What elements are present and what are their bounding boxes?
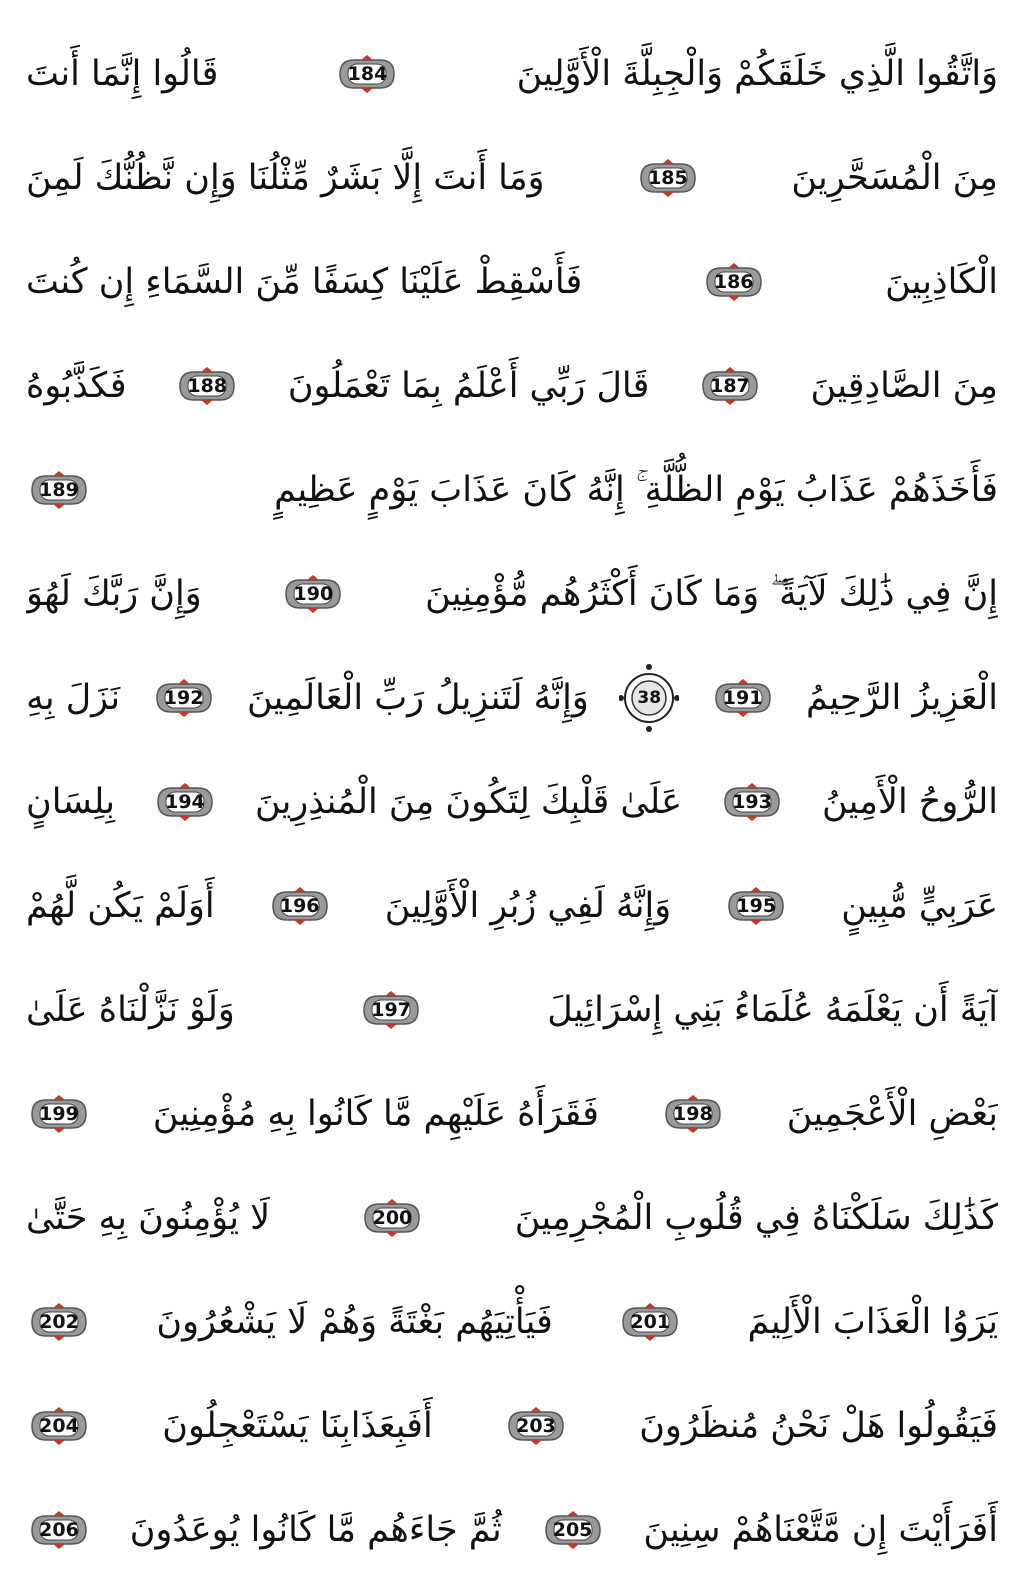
ayah-number-marker <box>358 990 424 1030</box>
text-line <box>26 230 998 334</box>
verse-text: الرُّوحُ الْأَمِينُ <box>822 782 998 822</box>
text-line <box>26 126 998 230</box>
ayah-number: 186 <box>713 271 754 293</box>
verse-text: فَقَرَأَهُ عَلَيْهِم مَّا كَانُوا بِهِ مُؤْمِنِينَ <box>152 1094 599 1134</box>
ayah-number: 193 <box>732 791 772 813</box>
ayah-number-marker <box>280 574 346 614</box>
verse-text: ثُمَّ جَاءَهُم مَّا كَانُوا يُوعَدُونَ <box>129 1510 502 1550</box>
verse-text: قَالَ رَبِّي أَعْلَمُ بِمَا تَعْمَلُونَ <box>287 366 650 406</box>
ayah-number: 197 <box>371 999 411 1021</box>
ayah-number-marker <box>697 366 763 406</box>
ayah-number-marker <box>152 782 218 822</box>
verse-text: آيَةً أَن يَعْلَمَهُ عُلَمَاءُ بَنِي إِسْرَائِيلَ <box>547 990 998 1030</box>
verse-text: فَيَقُولُوا هَلْ نَحْنُ مُنظَرُونَ <box>639 1406 998 1446</box>
text-line <box>26 22 998 126</box>
ayah-number: 196 <box>279 895 320 917</box>
ayah-number-marker <box>267 886 333 926</box>
verse-text: وَإِنَّ رَبَّكَ لَهُوَ <box>26 574 202 614</box>
ayah-number-marker <box>635 158 701 198</box>
verse-text: وَمَا أَنتَ إِلَّا بَشَرٌ مِّثْلُنَا وَإِن نَّظُنُّكَ لَمِنَ <box>26 158 545 198</box>
verse-text: أَوَلَمْ يَكُن لَّهُمْ <box>26 886 215 926</box>
ayah-number-marker <box>540 1510 606 1550</box>
text-line <box>26 1062 998 1166</box>
verse-text: إِنَّ فِي ذَٰلِكَ لَآيَةً ۖ وَمَا كَانَ أَكْثَرُهُم مُّؤْمِنِينَ <box>425 574 998 614</box>
verse-text: مِنَ الصَّادِقِينَ <box>810 366 998 406</box>
ayah-number: 185 <box>648 167 688 189</box>
ayah-number: 201 <box>630 1311 671 1333</box>
text-line <box>26 958 998 1062</box>
verse-text: عَرَبِيٍّ مُّبِينٍ <box>841 886 998 926</box>
verse-text: فَكَذَّبُوهُ <box>26 366 127 406</box>
ayah-number: 184 <box>347 63 388 85</box>
ayah-number-marker <box>723 886 789 926</box>
ayah-number: 206 <box>39 1519 79 1541</box>
verse-text: وَلَوْ نَزَّلْنَاهُ عَلَىٰ <box>26 990 235 1030</box>
ayah-number-marker <box>26 1510 92 1550</box>
verse-text: فَأَسْقِطْ عَلَيْنَا كِسَفًا مِّنَ السَّمَاءِ إِن كُنتَ <box>26 262 583 302</box>
ayah-number-marker <box>26 1094 92 1134</box>
verse-text: مِنَ الْمُسَحَّرِينَ <box>791 158 998 198</box>
text-line <box>26 542 998 646</box>
ayah-number: 198 <box>673 1103 713 1125</box>
ayah-number-marker <box>660 1094 726 1134</box>
verse-text: الْعَزِيزُ الرَّحِيمُ <box>806 678 998 718</box>
text-line <box>26 750 998 854</box>
verse-text: الْكَاذِبِينَ <box>885 262 998 302</box>
ayah-number: 190 <box>293 583 334 605</box>
ayah-number: 203 <box>516 1415 556 1437</box>
ayah-number-marker <box>26 1302 92 1342</box>
ayah-number-marker <box>701 262 767 302</box>
ayah-number: 199 <box>39 1103 79 1125</box>
ayah-number-marker <box>26 470 92 510</box>
verse-text: وَإِنَّهُ لَفِي زُبُرِ الْأَوَّلِينَ <box>384 886 672 926</box>
text-line <box>26 1478 998 1582</box>
ayah-number-marker <box>719 782 785 822</box>
hizb-quarter-icon <box>619 663 679 733</box>
text-line <box>26 646 998 750</box>
verse-text: عَلَىٰ قَلْبِكَ لِتَكُونَ مِنَ الْمُنذِرِينَ <box>254 782 683 822</box>
text-line <box>26 334 998 438</box>
ayah-number: 195 <box>736 895 777 917</box>
verse-text: بِلِسَانٍ <box>26 782 115 822</box>
ayah-number-marker <box>174 366 240 406</box>
verse-text: وَاتَّقُوا الَّذِي خَلَقَكُمْ وَالْجِبِلَّةَ الْأَوَّلِينَ <box>516 54 998 94</box>
hizb-number: 38 <box>637 688 662 708</box>
verse-text: لَا يُؤْمِنُونَ بِهِ حَتَّىٰ <box>26 1198 271 1238</box>
verse-text: أَفَبِعَذَابِنَا يَسْتَعْجِلُونَ <box>162 1406 433 1446</box>
ayah-number-marker <box>334 54 400 94</box>
verse-text: أَفَرَأَيْتَ إِن مَّتَّعْنَاهُمْ سِنِينَ <box>643 1510 998 1550</box>
ayah-number-marker <box>503 1406 569 1446</box>
ayah-number: 204 <box>39 1415 79 1437</box>
ayah-number: 194 <box>165 791 205 813</box>
ayah-number-marker <box>359 1198 425 1238</box>
verse-text: بَعْضِ الْأَعْجَمِينَ <box>786 1094 998 1134</box>
text-line <box>26 1374 998 1478</box>
verse-text: نَزَلَ بِهِ <box>26 678 121 718</box>
text-line <box>26 1166 998 1270</box>
verse-text: كَذَٰلِكَ سَلَكْنَاهُ فِي قُلُوبِ الْمُجْرِمِينَ <box>514 1198 998 1238</box>
ayah-number: 202 <box>39 1311 79 1333</box>
verse-text: فَيَأْتِيَهُم بَغْتَةً وَهُمْ لَا يَشْعُرُونَ <box>156 1302 553 1342</box>
text-line <box>26 1270 998 1374</box>
ayah-number: 205 <box>552 1519 593 1541</box>
ayah-number-marker <box>151 678 217 718</box>
verse-text: وَإِنَّهُ لَتَنزِيلُ رَبِّ الْعَالَمِينَ <box>247 678 589 718</box>
ayah-number: 191 <box>722 687 763 709</box>
ayah-number-marker <box>617 1302 683 1342</box>
text-line <box>26 854 998 958</box>
ayah-number-marker <box>26 1406 92 1446</box>
ayah-number: 189 <box>39 479 79 501</box>
verse-text: قَالُوا إِنَّمَا أَنتَ <box>26 54 219 94</box>
ayah-number: 200 <box>372 1207 413 1229</box>
ayah-number: 188 <box>187 375 228 397</box>
ayah-number: 187 <box>710 375 750 397</box>
verse-text: يَرَوُا الْعَذَابَ الْأَلِيمَ <box>747 1302 998 1342</box>
verse-text: فَأَخَذَهُمْ عَذَابُ يَوْمِ الظُّلَّةِ ۚ إِنَّهُ كَانَ عَذَابَ يَوْمٍ عَظِيمٍ <box>274 470 998 510</box>
text-line <box>26 438 998 542</box>
ayah-number: 192 <box>163 687 204 709</box>
ayah-number-marker <box>710 678 776 718</box>
